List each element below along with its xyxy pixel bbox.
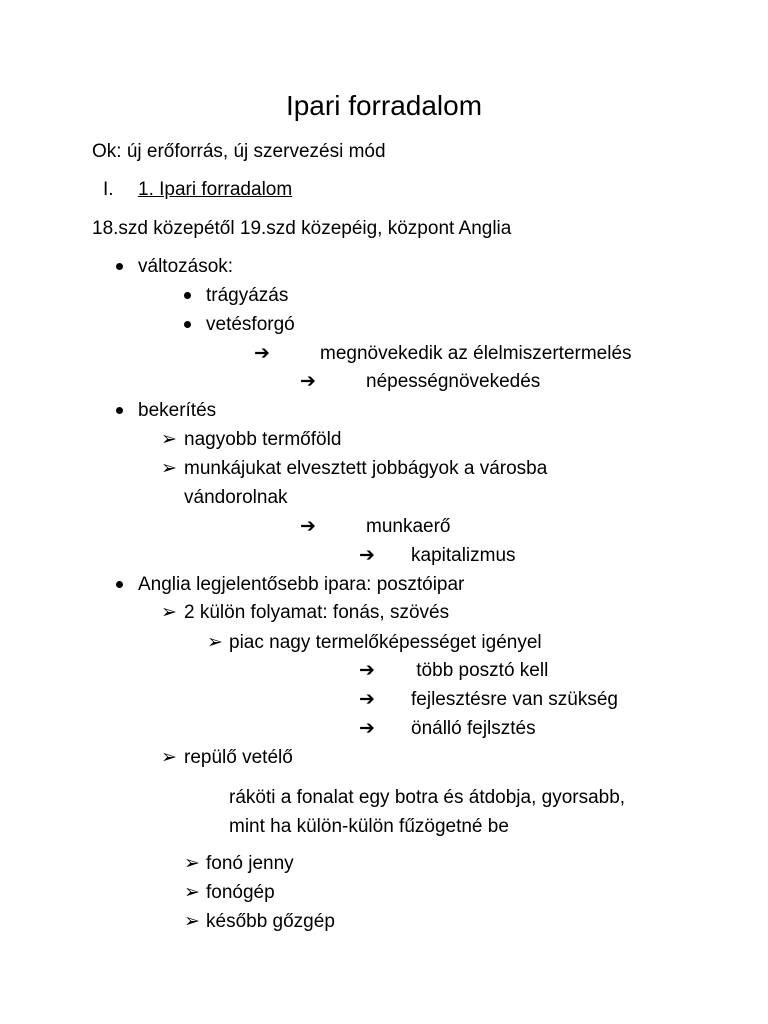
arrow-icon: ➔ — [300, 516, 316, 537]
list-item-continuation: vándorolnak — [184, 487, 288, 508]
list-item: népességnövekedés — [366, 371, 541, 392]
document-title: Ipari forradalom — [285, 90, 483, 121]
list-item: piac nagy termelőképességet igényel — [229, 632, 542, 653]
list-item: később gőzgép — [206, 911, 335, 932]
bullet-icon — [116, 255, 123, 279]
arrowhead-icon: ➢ — [207, 632, 223, 653]
list-item: munkaerő — [366, 516, 451, 537]
list-item: fonógép — [206, 882, 275, 903]
cause-line: Ok: új erőforrás, új szervezési mód — [92, 141, 386, 162]
arrowhead-icon: ➢ — [184, 882, 200, 903]
list-item: bekerítés — [138, 400, 217, 421]
list-item: Anglia legjelentősebb ipara: posztóipar — [138, 574, 465, 595]
list-item: munkájukat elvesztett jobbágyok a városba — [184, 458, 548, 479]
list-item: változások: — [138, 256, 234, 277]
arrowhead-icon: ➢ — [161, 429, 177, 450]
section-number: I. — [103, 179, 114, 200]
list-item: több posztó kell — [411, 660, 549, 681]
paragraph-line: mint ha külön-külön fűzögetné be — [229, 816, 509, 837]
bullet-icon — [184, 313, 191, 337]
arrowhead-icon: ➢ — [161, 602, 177, 623]
arrow-icon: ➔ — [359, 545, 375, 566]
arrow-icon: ➔ — [359, 689, 375, 710]
list-item: önálló fejlsztés — [411, 718, 536, 739]
list-item: vetésforgó — [206, 314, 295, 335]
arrow-icon: ➔ — [359, 718, 375, 739]
arrowhead-icon: ➢ — [161, 458, 177, 479]
list-item: fejlesztésre van szükség — [411, 689, 618, 710]
list-item: nagyobb termőföld — [184, 429, 342, 450]
arrow-icon: ➔ — [300, 371, 316, 392]
period-line: 18.szd közepétől 19.szd közepéig, központ Anglia — [92, 218, 512, 239]
bullet-icon — [184, 284, 191, 308]
arrowhead-icon: ➢ — [184, 853, 200, 874]
bullet-icon — [116, 573, 123, 597]
bullet-icon — [116, 399, 123, 423]
arrow-icon: ➔ — [359, 660, 375, 681]
list-item: 2 külön folyamat: fonás, szövés — [184, 602, 450, 623]
arrow-icon: ➔ — [254, 343, 270, 364]
list-item: kapitalizmus — [411, 545, 516, 566]
list-item: megnövekedik az élelmiszertermelés — [320, 343, 632, 364]
list-item: fonó jenny — [206, 853, 294, 874]
list-item: repülő vetélő — [184, 747, 293, 768]
arrowhead-icon: ➢ — [161, 747, 177, 768]
list-item: trágyázás — [206, 285, 289, 306]
paragraph-line: ráköti a fonalat egy botra és átdobja, gyorsabb, — [229, 787, 626, 808]
arrowhead-icon: ➢ — [184, 911, 200, 932]
section-heading: 1. Ipari forradalom — [138, 179, 293, 200]
